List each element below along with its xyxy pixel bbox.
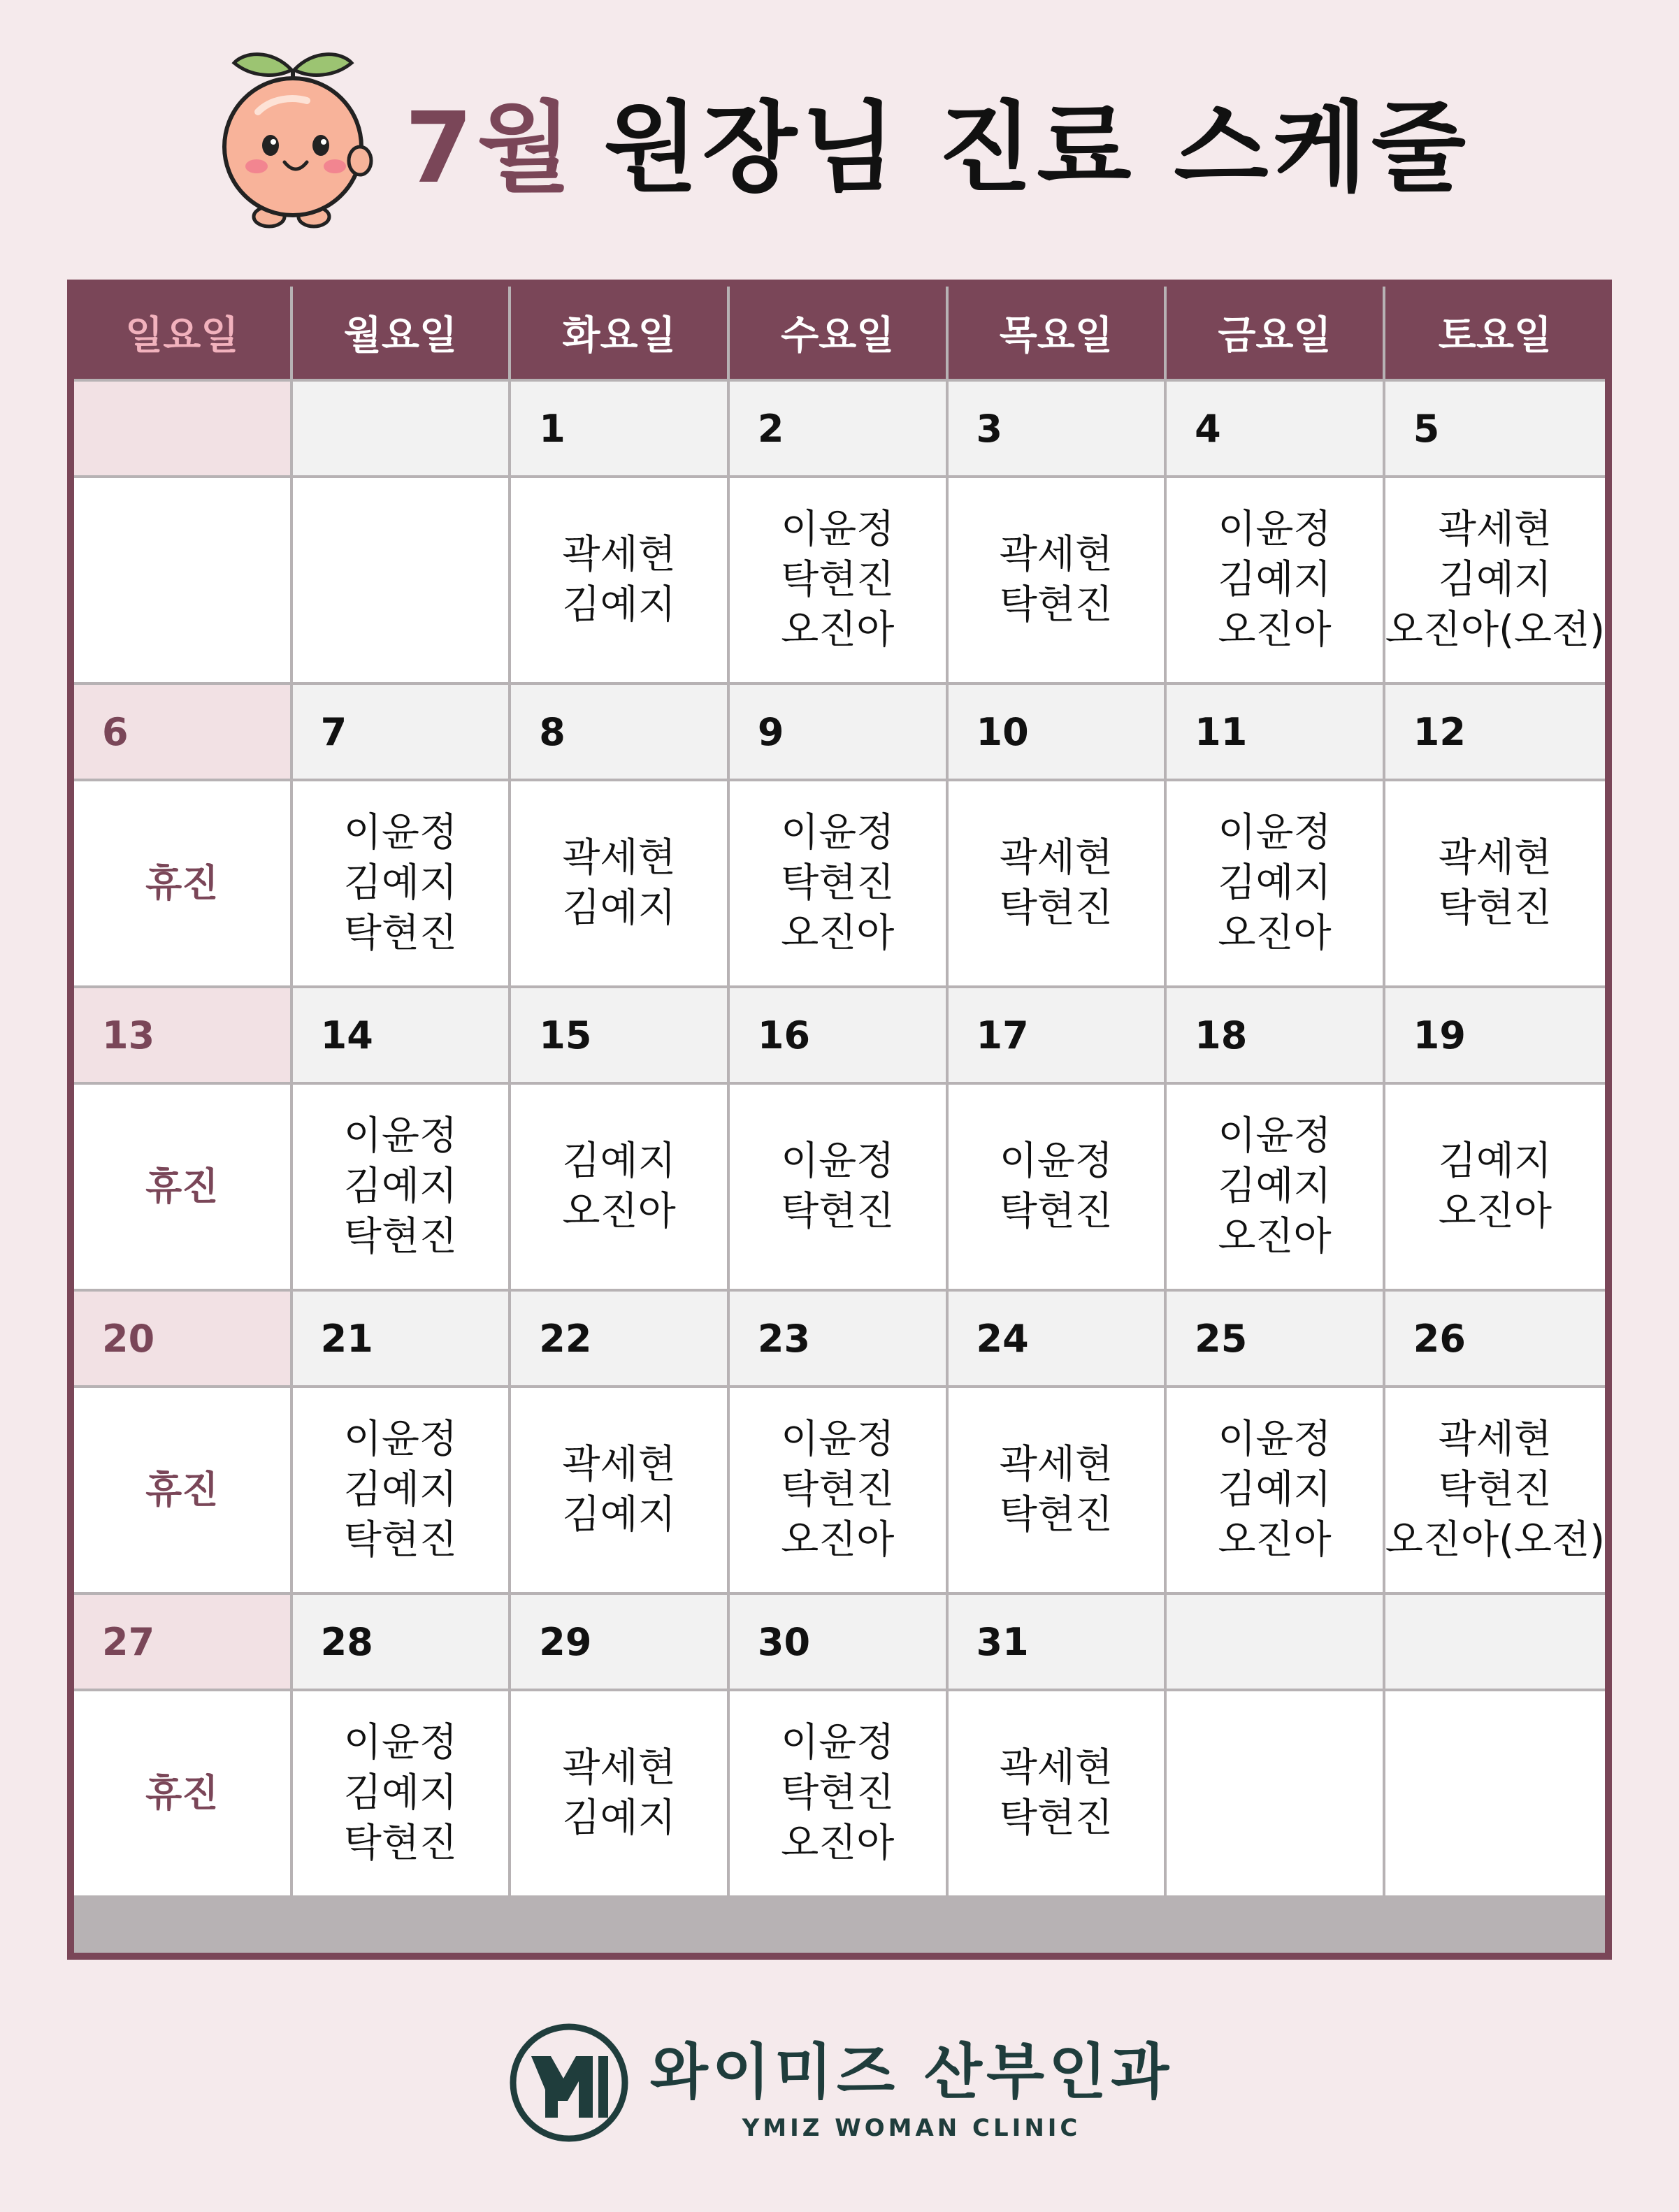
title-text: 원장님 진료 스케줄 bbox=[603, 91, 1471, 205]
doctor-name: 김예지 bbox=[1218, 557, 1332, 602]
doctor-name: 이윤정 bbox=[781, 507, 895, 552]
doctor-schedule-cell bbox=[511, 781, 727, 985]
doctor-name: 탁현진 bbox=[999, 582, 1113, 628]
doctor-name: 이윤정 bbox=[781, 810, 895, 855]
date-number: 20 bbox=[74, 1292, 290, 1385]
doctor-name: 탁현진 bbox=[781, 557, 895, 602]
doctor-schedule-cell bbox=[949, 1691, 1165, 1895]
doctor-name: 곽세현 bbox=[999, 1442, 1113, 1487]
doctor-schedule-cell bbox=[1385, 1691, 1605, 1895]
doctor-schedule-cell bbox=[293, 781, 509, 985]
doctor-name: 김예지 bbox=[562, 582, 676, 628]
doctor-name: 김예지 bbox=[562, 1138, 676, 1184]
doctor-name: 김예지 bbox=[343, 1467, 458, 1512]
date-number: 22 bbox=[511, 1292, 727, 1385]
doctor-schedule-cell bbox=[1167, 781, 1383, 985]
doctor-schedule-cell bbox=[293, 478, 509, 682]
doctor-schedule-cell bbox=[511, 478, 727, 682]
doctor-name: 이윤정 bbox=[343, 1417, 458, 1462]
doctor-name: 곽세현 bbox=[1438, 835, 1552, 881]
date-number: 6 bbox=[74, 685, 290, 779]
doctor-schedule-cell bbox=[730, 478, 946, 682]
closed-day-cell bbox=[74, 478, 290, 682]
date-number: 30 bbox=[730, 1595, 946, 1689]
doctor-name: 탁현진 bbox=[999, 885, 1113, 931]
doctor-name: 이윤정 bbox=[1218, 1113, 1332, 1159]
doctor-schedule-cell bbox=[949, 1085, 1165, 1289]
doctor-name: 탁현진 bbox=[1438, 1467, 1552, 1512]
doctor-schedule-cell bbox=[1385, 781, 1605, 985]
doctor-name: 탁현진 bbox=[999, 1795, 1113, 1841]
weekday-header-sunday: 일요일 bbox=[74, 287, 290, 379]
doctor-name: 김예지 bbox=[1218, 1467, 1332, 1512]
doctor-name: 곽세현 bbox=[999, 532, 1113, 577]
schedule-calendar bbox=[67, 280, 1612, 1960]
doctor-name: 탁현진 bbox=[999, 1492, 1113, 1538]
doctor-schedule-cell bbox=[293, 1388, 509, 1592]
date-number: 19 bbox=[1385, 988, 1605, 1082]
doctor-schedule-cell bbox=[730, 1388, 946, 1592]
date-number bbox=[74, 382, 290, 475]
page-title bbox=[405, 70, 1470, 210]
date-number: 25 bbox=[1167, 1292, 1383, 1385]
doctor-name: 김예지 bbox=[343, 1164, 458, 1209]
calendar-grid bbox=[74, 287, 1605, 1953]
doctor-name: 김예지 bbox=[1438, 557, 1552, 602]
doctor-name: 김예지 bbox=[1218, 1164, 1332, 1209]
date-number: 24 bbox=[949, 1292, 1165, 1385]
doctor-schedule-cell bbox=[511, 1691, 727, 1895]
weekday-header-thursday: 목요일 bbox=[949, 287, 1165, 379]
date-number: 10 bbox=[949, 685, 1165, 779]
doctor-schedule-cell bbox=[730, 1085, 946, 1289]
doctor-name: 이윤정 bbox=[1218, 507, 1332, 552]
page-header bbox=[0, 28, 1679, 252]
doctor-name: 이윤정 bbox=[343, 1113, 458, 1159]
doctor-name: 오진아 bbox=[781, 607, 895, 653]
doctor-schedule-cell bbox=[949, 1388, 1165, 1592]
doctor-name: 탁현진 bbox=[999, 1189, 1113, 1234]
closed-day-cell bbox=[74, 1691, 290, 1895]
doctor-schedule-cell bbox=[1385, 1388, 1605, 1592]
doctor-name: 곽세현 bbox=[1438, 1417, 1552, 1462]
date-number: 4 bbox=[1167, 382, 1383, 475]
clinic-name-korean: 와이미즈 산부인과 bbox=[649, 2037, 1174, 2107]
doctor-name: 탁현진 bbox=[781, 860, 895, 906]
doctor-schedule-cell bbox=[293, 1085, 509, 1289]
doctor-name: 오진아 bbox=[562, 1189, 676, 1234]
doctor-name: 곽세현 bbox=[999, 1745, 1113, 1791]
doctor-name: 이윤정 bbox=[781, 1720, 895, 1765]
doctor-name: 김예지 bbox=[562, 1492, 676, 1538]
doctor-name: 곽세현 bbox=[562, 1442, 676, 1487]
doctor-name: 김예지 bbox=[1438, 1138, 1552, 1184]
doctor-schedule-cell bbox=[1385, 478, 1605, 682]
doctor-name: 탁현진 bbox=[343, 911, 458, 956]
date-number: 9 bbox=[730, 685, 946, 779]
doctor-name: 김예지 bbox=[343, 860, 458, 906]
doctor-schedule-cell bbox=[511, 1085, 727, 1289]
doctor-name: 오진아 bbox=[1438, 1189, 1552, 1234]
date-number: 23 bbox=[730, 1292, 946, 1385]
weekday-header-saturday: 토요일 bbox=[1385, 287, 1605, 379]
title-month: 7월 bbox=[404, 91, 576, 205]
doctor-name: 이윤정 bbox=[1218, 1417, 1332, 1462]
doctor-name: 이윤정 bbox=[343, 810, 458, 855]
doctor-name: 오진아 bbox=[1218, 607, 1332, 653]
doctor-name: 곽세현 bbox=[562, 835, 676, 881]
date-number: 26 bbox=[1385, 1292, 1605, 1385]
ymiz-logo-icon bbox=[506, 2020, 632, 2146]
doctor-schedule-cell bbox=[1167, 478, 1383, 682]
doctor-name: 이윤정 bbox=[781, 1138, 895, 1184]
date-number: 21 bbox=[293, 1292, 509, 1385]
doctor-schedule-cell bbox=[1167, 1388, 1383, 1592]
doctor-schedule-cell bbox=[1167, 1085, 1383, 1289]
doctor-name: 곽세현 bbox=[562, 1745, 676, 1791]
doctor-name: 김예지 bbox=[1218, 860, 1332, 906]
date-number: 8 bbox=[511, 685, 727, 779]
doctor-name: 이윤정 bbox=[343, 1720, 458, 1765]
doctor-name: 오진아 bbox=[781, 911, 895, 956]
closed-label: 휴진 bbox=[145, 1468, 219, 1512]
doctor-name: 곽세현 bbox=[562, 532, 676, 577]
doctor-name: 오진아(오전) bbox=[1385, 1517, 1605, 1563]
clinic-name-english: YMIZ WOMAN CLINIC bbox=[742, 2114, 1081, 2142]
doctor-schedule-cell bbox=[730, 781, 946, 985]
closed-label: 휴진 bbox=[145, 1771, 219, 1815]
doctor-schedule-cell bbox=[949, 478, 1165, 682]
clinic-footer bbox=[0, 2013, 1679, 2153]
date-number: 17 bbox=[949, 988, 1165, 1082]
peach-character-icon bbox=[209, 42, 377, 238]
date-number: 12 bbox=[1385, 685, 1605, 779]
doctor-schedule-cell bbox=[293, 1691, 509, 1895]
weekday-header-tuesday: 화요일 bbox=[511, 287, 727, 379]
doctor-name: 이윤정 bbox=[1218, 810, 1332, 855]
date-number bbox=[293, 382, 509, 475]
doctor-name: 김예지 bbox=[562, 885, 676, 931]
date-number: 18 bbox=[1167, 988, 1383, 1082]
weekday-header-wednesday: 수요일 bbox=[730, 287, 946, 379]
date-number: 28 bbox=[293, 1595, 509, 1689]
date-number bbox=[1385, 1595, 1605, 1689]
date-number bbox=[1167, 1595, 1383, 1689]
date-number: 31 bbox=[949, 1595, 1165, 1689]
date-number: 2 bbox=[730, 382, 946, 475]
doctor-name: 오진아 bbox=[781, 1517, 895, 1563]
date-number: 1 bbox=[511, 382, 727, 475]
date-number: 5 bbox=[1385, 382, 1605, 475]
closed-day-cell bbox=[74, 1085, 290, 1289]
date-number: 15 bbox=[511, 988, 727, 1082]
doctor-name: 오진아(오전) bbox=[1385, 607, 1605, 653]
doctor-name: 탁현진 bbox=[343, 1821, 458, 1866]
doctor-schedule-cell bbox=[1167, 1691, 1383, 1895]
date-number: 29 bbox=[511, 1595, 727, 1689]
date-number: 13 bbox=[74, 988, 290, 1082]
doctor-name: 탁현진 bbox=[781, 1467, 895, 1512]
closed-label: 휴진 bbox=[145, 861, 219, 905]
doctor-schedule-cell bbox=[1385, 1085, 1605, 1289]
doctor-name: 오진아 bbox=[1218, 1517, 1332, 1563]
date-number: 3 bbox=[949, 382, 1165, 475]
doctor-name: 오진아 bbox=[1218, 911, 1332, 956]
doctor-name: 오진아 bbox=[781, 1821, 895, 1866]
doctor-name: 곽세현 bbox=[1438, 507, 1552, 552]
date-number: 7 bbox=[293, 685, 509, 779]
doctor-name: 오진아 bbox=[1218, 1214, 1332, 1259]
doctor-name: 이윤정 bbox=[781, 1417, 895, 1462]
date-number: 16 bbox=[730, 988, 946, 1082]
doctor-name: 탁현진 bbox=[343, 1517, 458, 1563]
date-number: 14 bbox=[293, 988, 509, 1082]
closed-label: 휴진 bbox=[145, 1164, 219, 1208]
date-number: 11 bbox=[1167, 685, 1383, 779]
weekday-header-monday: 월요일 bbox=[293, 287, 509, 379]
weekday-header-friday: 금요일 bbox=[1167, 287, 1383, 379]
doctor-schedule-cell bbox=[730, 1691, 946, 1895]
doctor-name: 탁현진 bbox=[781, 1770, 895, 1816]
closed-day-cell bbox=[74, 781, 290, 985]
doctor-name: 김예지 bbox=[343, 1770, 458, 1816]
date-number: 27 bbox=[74, 1595, 290, 1689]
doctor-name: 김예지 bbox=[562, 1795, 676, 1841]
doctor-name: 탁현진 bbox=[343, 1214, 458, 1259]
doctor-schedule-cell bbox=[949, 781, 1165, 985]
doctor-name: 탁현진 bbox=[781, 1189, 895, 1234]
doctor-name: 이윤정 bbox=[999, 1138, 1113, 1184]
doctor-name: 곽세현 bbox=[999, 835, 1113, 881]
doctor-schedule-cell bbox=[511, 1388, 727, 1592]
closed-day-cell bbox=[74, 1388, 290, 1592]
clinic-logo-text bbox=[650, 2023, 1174, 2142]
doctor-name: 탁현진 bbox=[1438, 885, 1552, 931]
